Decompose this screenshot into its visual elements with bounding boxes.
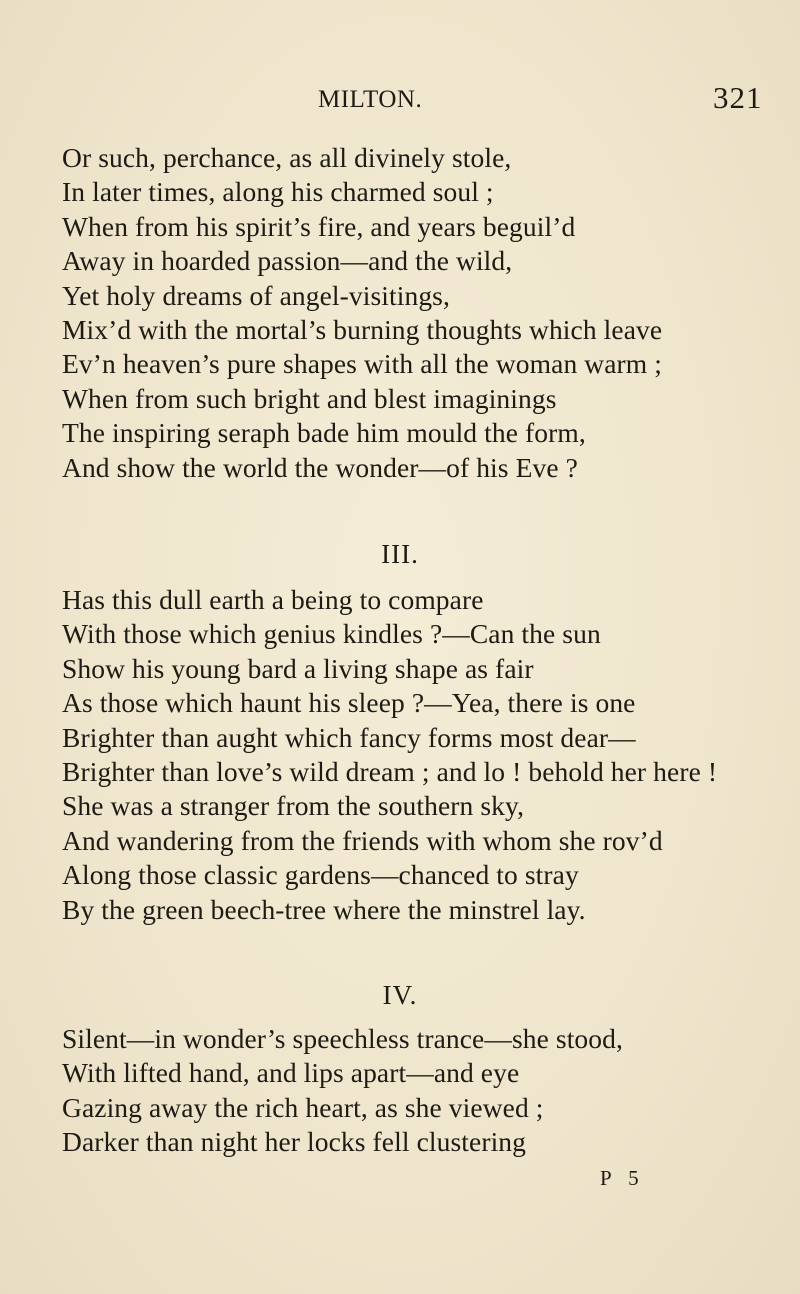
verse-line: Has this dull earth a being to compare (62, 584, 484, 615)
verse-line: Or such, perchance, as all divinely stole, (62, 142, 512, 173)
verse-line: By the green beech-tree where the minstrel lay. (62, 893, 586, 925)
verse-line: Show his young bard a living shape as fair (62, 652, 534, 684)
verse-line: Brighter than love’s wild dream ; and lo ! behold her here ! (62, 755, 718, 787)
verse-line: With lifted hand, and lips apart—and eye (62, 1057, 520, 1089)
page-number: 321 (713, 80, 763, 115)
verse-line: Along those classic gardens—chanced to stray (62, 859, 579, 891)
stanza-3 (62, 583, 782, 927)
printer-signature-mark: P 5 (600, 1166, 645, 1190)
verse-line: The inspiring seraph bade him mould the form, (62, 417, 586, 449)
verse-line: Darker than night her locks fell clustering (62, 1126, 527, 1158)
verse-line: When from such bright and blest imaginings (62, 382, 557, 414)
running-title: MILTON. (318, 86, 423, 113)
stanza-number-4: IV. (382, 980, 418, 1010)
verse-line: With those which genius kindles ?—Can the sun (62, 618, 601, 650)
verse-line: As those which haunt his sleep ?—Yea, there is one (62, 687, 636, 719)
verse-line: Brighter than aught which fancy forms most dear— (62, 721, 636, 753)
page-header (0, 80, 800, 126)
verse-line: She was a stranger from the southern sky, (62, 790, 525, 822)
stanza-4 (62, 1022, 782, 1160)
verse-line: Mix’d with the mortal’s burning thoughts which leave (62, 313, 663, 345)
verse-line: When from his spirit’s fire, and years beguil’d (62, 210, 576, 242)
verse-line: Ev’n heaven’s pure shapes with all the woman warm ; (62, 348, 663, 380)
stanza-number-3: III. (381, 539, 419, 569)
verse-line: Silent—in wonder’s speechless trance—she stood, (62, 1023, 623, 1054)
verse-line: And show the world the wonder—of his Eve ? (62, 451, 578, 483)
verse-line: Away in hoarded passion—and the wild, (62, 245, 513, 277)
verse-line: In later times, along his charmed soul ; (62, 176, 494, 208)
verse-line: Gazing away the rich heart, as she viewed ; (62, 1091, 544, 1123)
verse-line: And wandering from the friends with whom she rov’d (62, 824, 663, 856)
stanza-2-continued (62, 141, 782, 485)
verse-line: Yet holy dreams of angel-visitings, (62, 279, 450, 311)
